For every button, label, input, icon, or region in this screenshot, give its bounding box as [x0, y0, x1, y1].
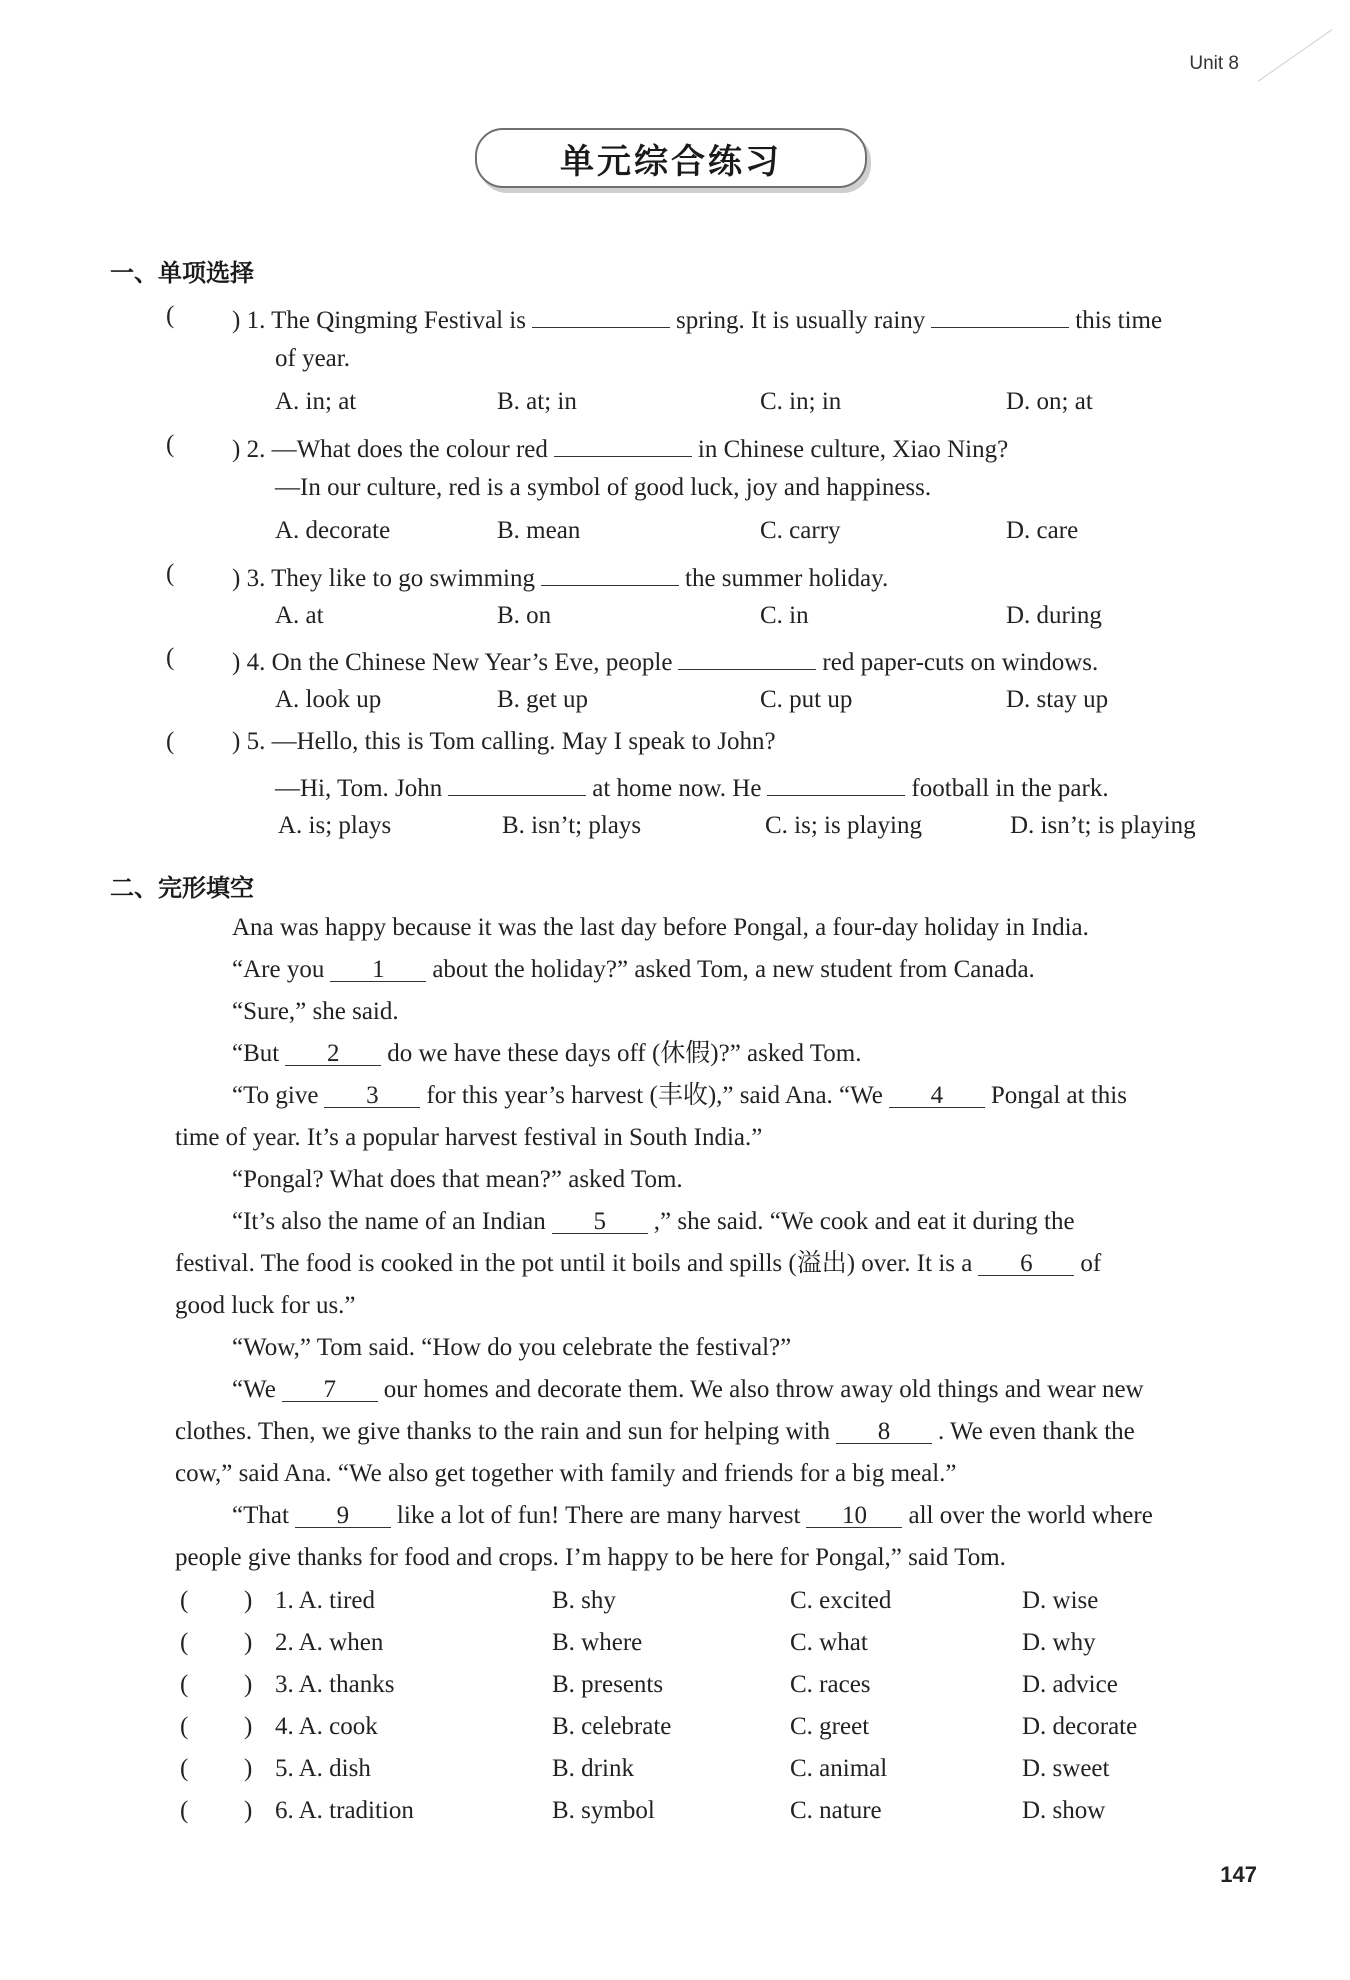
option-c: C. excited: [790, 1587, 892, 1614]
answer-blank[interactable]: [532, 303, 670, 328]
answer-paren-open: (: [166, 644, 175, 671]
option-d: D. decorate: [1022, 1713, 1138, 1740]
option-a: 2. A. when: [275, 1629, 384, 1656]
text: —Hi, Tom. John: [275, 775, 443, 802]
option-b: B. mean: [497, 517, 581, 544]
text: —What does the colour red: [271, 436, 548, 463]
option-d: D. stay up: [1006, 686, 1109, 713]
text: like a lot of fun! There are many harvest: [396, 1502, 801, 1529]
answer-paren-close: ): [244, 1587, 253, 1614]
answer-paren-close: ): [244, 1629, 253, 1656]
option-a: A. look up: [275, 686, 382, 713]
question-4-line-1: [232, 645, 1098, 675]
question-5-line-2: [275, 771, 1109, 801]
text: festival. The food is cooked in the pot until it boils and spills (溢出) over. It is a: [175, 1250, 973, 1277]
text: for this year’s harvest (丰收),” said Ana. “We: [426, 1082, 883, 1109]
title-banner: [475, 128, 867, 188]
text: ,” she said. “We cook and eat it during the: [653, 1208, 1075, 1235]
unit-label: Unit 8: [1189, 53, 1239, 74]
option-b: B. get up: [497, 686, 588, 713]
passage-line: [232, 1083, 1127, 1108]
text: the summer holiday.: [685, 565, 889, 592]
passage-line: “Pongal? What does that mean?” asked Tom.: [232, 1166, 683, 1193]
answer-blank[interactable]: [554, 432, 692, 457]
option-c: C. animal: [790, 1755, 888, 1782]
passage-line: [232, 957, 1035, 982]
option-b: B. isn’t; plays: [502, 812, 642, 839]
corner-decoration: [1258, 29, 1332, 81]
cloze-blank[interactable]: 2: [285, 1041, 381, 1066]
text: “But: [232, 1040, 280, 1067]
answer-paren-open: (: [166, 302, 175, 329]
page-title: 单元综合练习: [560, 141, 782, 182]
answer-paren-open: (: [180, 1713, 189, 1740]
passage-line: [232, 1041, 862, 1066]
option-b: B. shy: [552, 1587, 616, 1614]
answer-paren-open: (: [166, 728, 175, 755]
text: of: [1080, 1250, 1102, 1277]
text: about the holiday?” asked Tom, a new student from Canada.: [432, 956, 1035, 983]
passage-line: [232, 1209, 1075, 1234]
text: red paper-cuts on windows.: [822, 649, 1099, 676]
text: “To give: [232, 1082, 319, 1109]
page-number: 147: [1220, 1862, 1257, 1887]
answer-blank[interactable]: [448, 771, 586, 796]
question-3-line-1: [232, 561, 888, 591]
answer-paren-open: (: [166, 560, 175, 587]
option-a: A. at: [275, 602, 324, 629]
option-b: B. on: [497, 602, 552, 629]
text: Pongal at this: [990, 1082, 1127, 1109]
text: “We: [232, 1376, 276, 1403]
option-a: A. in; at: [275, 388, 357, 415]
passage-line: good luck for us.”: [175, 1292, 356, 1319]
answer-paren-open: (: [166, 431, 175, 458]
question-2-line-2: —In our culture, red is a symbol of good luck, joy and happiness.: [275, 474, 932, 501]
answer-paren-open: (: [180, 1797, 189, 1824]
cloze-blank[interactable]: 10: [806, 1503, 902, 1528]
answer-blank[interactable]: [931, 303, 1069, 328]
option-c: C. in: [760, 602, 809, 629]
option-c: C. greet: [790, 1713, 870, 1740]
answer-paren-close: ): [244, 1671, 253, 1698]
option-a: 5. A. dish: [275, 1755, 371, 1782]
option-a: 6. A. tradition: [275, 1797, 414, 1824]
option-b: B. symbol: [552, 1797, 655, 1824]
cloze-blank[interactable]: 5: [552, 1209, 648, 1234]
text: spring. It is usually rainy: [676, 307, 926, 334]
option-d: D. why: [1022, 1629, 1096, 1656]
section-2-heading: 二、完形填空: [110, 874, 254, 902]
option-b: B. at; in: [497, 388, 577, 415]
text: football in the park.: [911, 775, 1109, 802]
text: clothes. Then, we give thanks to the rain and sun for helping with: [175, 1418, 830, 1445]
text: do we have these days off (休假)?” asked Tom.: [387, 1040, 862, 1067]
text: “That: [232, 1502, 289, 1529]
cloze-blank[interactable]: 9: [295, 1503, 391, 1528]
answer-paren-open: (: [180, 1587, 189, 1614]
answer-paren-close: ): [244, 1713, 253, 1740]
text: The Qingming Festival is: [271, 307, 526, 334]
passage-line: [175, 1419, 1135, 1444]
option-c: C. put up: [760, 686, 853, 713]
option-d: D. during: [1006, 602, 1102, 629]
question-number: ) 2.: [232, 436, 266, 463]
question-1-line-1: [232, 303, 1162, 333]
option-c: C. nature: [790, 1797, 882, 1824]
option-b: B. where: [552, 1629, 643, 1656]
text: in Chinese culture, Xiao Ning?: [697, 436, 1009, 463]
option-c: C. what: [790, 1629, 868, 1656]
text: at home now. He: [592, 775, 762, 802]
passage-line: “Wow,” Tom said. “How do you celebrate the festival?”: [232, 1334, 792, 1361]
cloze-blank[interactable]: 3: [324, 1083, 420, 1108]
cloze-blank[interactable]: 8: [836, 1419, 932, 1444]
answer-paren-open: (: [180, 1755, 189, 1782]
option-d: D. show: [1022, 1797, 1106, 1824]
option-d: D. care: [1006, 517, 1079, 544]
text: . We even thank the: [937, 1418, 1135, 1445]
option-d: D. on; at: [1006, 388, 1093, 415]
option-d: D. sweet: [1022, 1755, 1110, 1782]
question-5-line-1: [232, 729, 776, 754]
passage-line: time of year. It’s a popular harvest festival in South India.”: [175, 1124, 763, 1151]
answer-paren-open: (: [180, 1671, 189, 1698]
passage-line: “Sure,” she said.: [232, 998, 399, 1025]
passage-line: [232, 1503, 1153, 1528]
option-b: B. celebrate: [552, 1713, 672, 1740]
question-number: ) 4.: [232, 649, 266, 676]
option-a: 4. A. cook: [275, 1713, 378, 1740]
option-d: D. wise: [1022, 1587, 1099, 1614]
text: —Hello, this is Tom calling. May I speak to John?: [271, 728, 776, 755]
answer-blank[interactable]: [678, 645, 816, 670]
text: On the Chinese New Year’s Eve, people: [271, 649, 673, 676]
passage-line: Ana was happy because it was the last day before Pongal, a four-day holiday in India.: [232, 914, 1089, 941]
cloze-blank[interactable]: 4: [889, 1083, 985, 1108]
option-d: D. advice: [1022, 1671, 1118, 1698]
option-c: C. races: [790, 1671, 871, 1698]
option-a: 1. A. tired: [275, 1587, 375, 1614]
answer-paren-open: (: [180, 1629, 189, 1656]
option-a: A. decorate: [275, 517, 391, 544]
text: this time: [1075, 307, 1163, 334]
passage-line: people give thanks for food and crops. I’m happy to be here for Pongal,” said Tom.: [175, 1544, 1006, 1571]
text: all over the world where: [908, 1502, 1153, 1529]
answer-paren-close: ): [244, 1755, 253, 1782]
option-c: C. is; is playing: [765, 812, 922, 839]
option-b: B. presents: [552, 1671, 664, 1698]
passage-line: [232, 1377, 1144, 1402]
option-d: D. isn’t; is playing: [1010, 812, 1196, 839]
cloze-blank[interactable]: 1: [330, 957, 426, 982]
text: our homes and decorate them. We also throw away old things and wear new: [383, 1376, 1144, 1403]
question-number: ) 3.: [232, 565, 266, 592]
text: “Are you: [232, 956, 325, 983]
question-1-line-2: of year.: [275, 345, 350, 372]
text: “It’s also the name of an Indian: [232, 1208, 546, 1235]
answer-paren-close: ): [244, 1797, 253, 1824]
option-a: A. is; plays: [278, 812, 392, 839]
question-number: ) 5.: [232, 728, 266, 755]
question-number: ) 1.: [232, 307, 266, 334]
cloze-blank[interactable]: 6: [978, 1251, 1074, 1276]
text: They like to go swimming: [271, 565, 536, 592]
answer-blank[interactable]: [541, 561, 679, 586]
cloze-blank[interactable]: 7: [282, 1377, 378, 1402]
option-c: C. carry: [760, 517, 841, 544]
passage-line: [175, 1251, 1101, 1276]
section-1-heading: 一、单项选择: [110, 259, 254, 287]
option-b: B. drink: [552, 1755, 634, 1782]
passage-line: cow,” said Ana. “We also get together with family and friends for a big meal.”: [175, 1460, 957, 1487]
answer-blank[interactable]: [767, 771, 905, 796]
question-2-line-1: [232, 432, 1008, 462]
option-c: C. in; in: [760, 388, 842, 415]
option-a: 3. A. thanks: [275, 1671, 395, 1698]
